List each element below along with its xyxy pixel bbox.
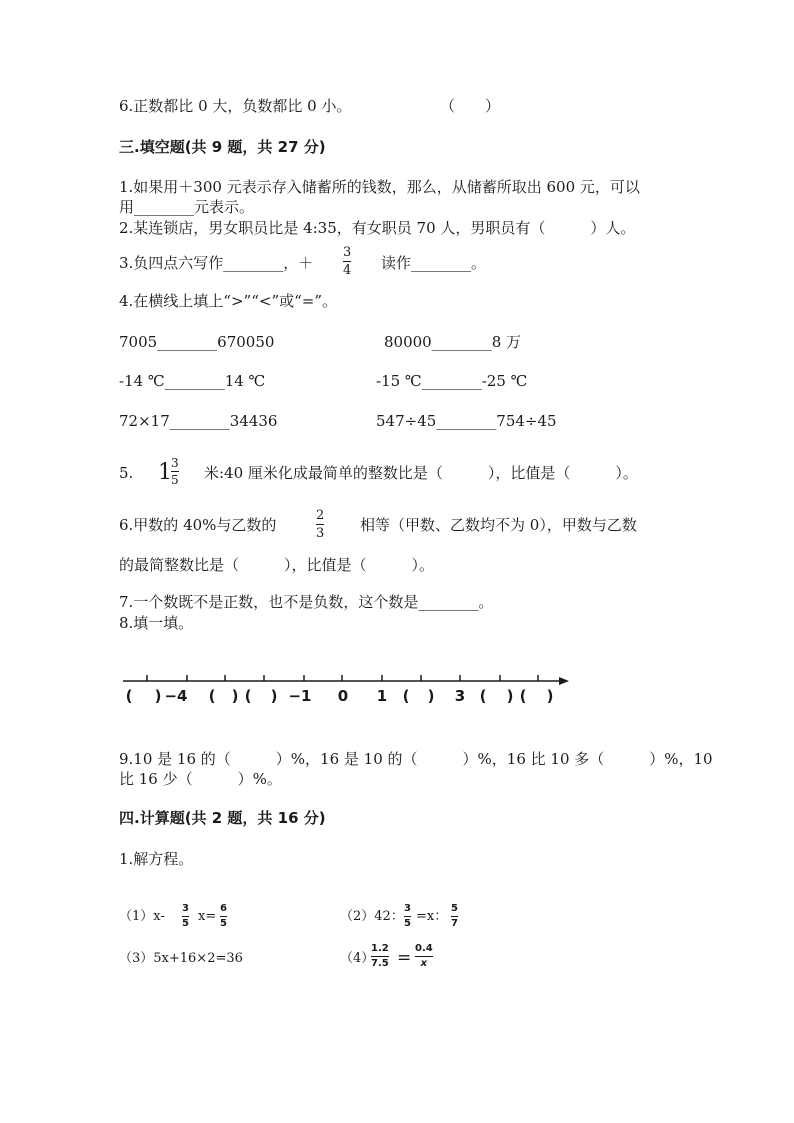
question-6-part-c: 的最简整数比是（ ），比值是（ ）。 [119,556,435,574]
number-line-label: ) [154,687,162,705]
question-4: 4.在横线上填上“>”“<”或“=”。 [119,292,338,310]
equation-2-part-a: （2）42： [340,909,404,924]
equation-4-fraction-right: 0.4 x [415,943,433,969]
question-8: 8.填一填。 [119,614,194,632]
number-line-label: 0 [337,687,349,705]
question-1-line-2: 用________元表示。 [119,198,255,216]
number-line-label: ( [519,687,527,705]
answer-paren: （ ） [440,97,501,115]
equation-2-fraction-a: 3 5 [404,903,411,929]
equation-4-part-a: （4） [340,951,375,966]
number-line-label: −4 [164,687,188,705]
question-9-line-2: 比 16 少（ ）%。 [119,770,282,788]
question-1-line-1: 1.如果用＋300 元表示存入储蓄所的钱数，那么，从储蓄所取出 600 元，可以 [119,178,640,196]
equation-1-fraction-b: 6 5 [220,903,227,929]
question-3-part-a: 3.负四点六写作________，＋ [119,254,314,272]
question-3-part-b: 读作________。 [381,254,487,272]
calc-question-1: 1.解方程。 [119,850,194,868]
number-line-label: ( [479,687,487,705]
question-6-true-false: 6.正数都比 0 大，负数都比 0 小。 [119,97,352,115]
compare-row-3-right: 547÷45________754÷45 [376,412,557,430]
fraction-three-quarters: 3 4 [343,245,352,278]
number-line-label: ( [208,687,216,705]
number-line-label: −1 [288,687,312,705]
number-line-label: ) [506,687,514,705]
equation-1-part-b: x= [198,909,217,924]
equation-2-part-b: =x： [416,909,448,924]
question-6-part-a: 6.甲数的 40%与乙数的 [119,516,277,534]
number-line-label: ) [270,687,278,705]
question-2: 2.某连锁店，男女职员比是 4:35，有女职员 70 人，男职员有（ ）人。 [119,219,636,237]
number-line-label: ) [427,687,435,705]
number-line [118,668,578,708]
equation-2-fraction-b: 5 7 [451,903,458,929]
question-5-number: 5. [119,464,134,482]
number-line-arrow [559,677,569,685]
compare-row-1-left: 7005________670050 [119,333,275,351]
number-line-label: ( [125,687,133,705]
compare-row-3-left: 72×17________34436 [119,412,278,430]
compare-row-2-left: -14 ℃________14 ℃ [119,372,266,390]
section-3-title: 三.填空题(共 9 题，共 27 分) [119,138,326,156]
number-line-label: 3 [454,687,466,705]
mixed-number-whole: 1 [158,460,172,485]
equation-4-fraction-left: 1.2 7.5 [371,943,389,969]
question-9-line-1: 9.10 是 16 的（ ）%，16 是 10 的（ ）%，16 比 10 多（ ）%，10 [119,750,713,768]
number-line-label: 1 [376,687,388,705]
number-line-label: ( [402,687,410,705]
mixed-number-fraction: 3 5 [171,456,179,487]
equation-3: （3）5x+16×2=36 [119,951,243,966]
section-4-title: 四.计算题(共 2 题，共 16 分) [119,809,326,827]
question-6-part-b: 相等（甲数、乙数均不为 0），甲数与乙数 [360,516,637,534]
number-line-label: ( [244,687,252,705]
number-line-label: ) [231,687,239,705]
question-7: 7.一个数既不是正数，也不是负数，这个数是________。 [119,593,494,611]
equation-4-equals: = [397,948,412,968]
fraction-two-thirds: 2 3 [316,508,325,541]
question-5-text: 米:40 厘米化成最简单的整数比是（ ），比值是（ ）。 [204,464,638,482]
number-line-label: ) [546,687,554,705]
equation-1-fraction-a: 3 5 [182,903,189,929]
equation-1-part-a: （1）x- [119,909,165,924]
compare-row-2-right: -15 ℃________-25 ℃ [376,372,528,390]
compare-row-1-right: 80000________8 万 [384,333,522,351]
